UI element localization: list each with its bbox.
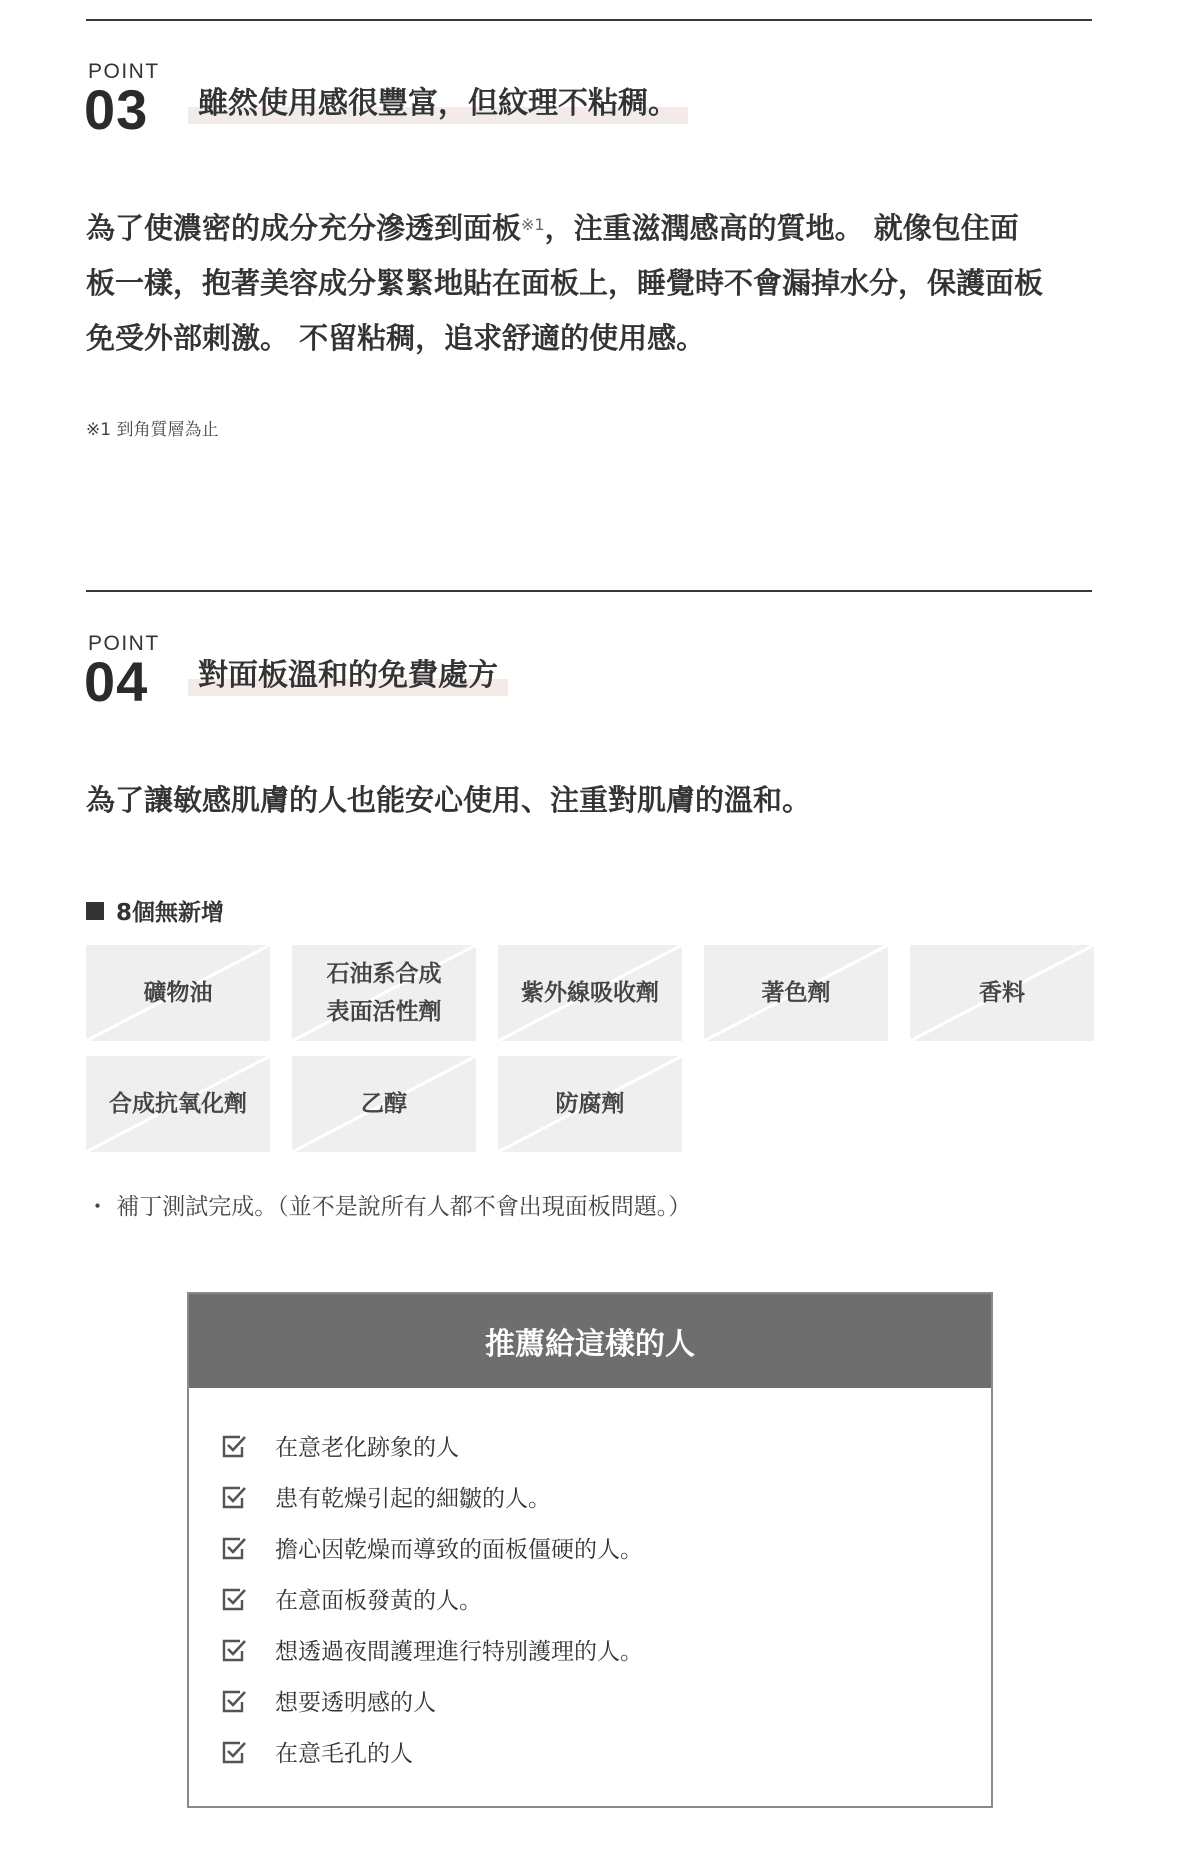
point-number: 04 (84, 650, 149, 713)
checkbox-checked-icon (221, 1484, 247, 1510)
list-item (221, 1471, 991, 1522)
recommend-box (187, 1292, 993, 1808)
free-of-item (292, 945, 476, 1041)
checkbox-checked-icon (221, 1637, 247, 1663)
free-of-label: 乙醇 (361, 1091, 407, 1117)
free-of-item (86, 945, 270, 1041)
list-item-label: 患有乾燥引起的細皺的人。 (275, 1486, 551, 1512)
list-item-label: 擔心因乾燥而導致的面板僵硬的人。 (275, 1537, 643, 1563)
free-of-item (704, 945, 888, 1041)
checkbox-checked-icon (221, 1433, 247, 1459)
list-item-label: 想透過夜間護理進行特別護理的人。 (275, 1639, 643, 1665)
list-item-label: 想要透明感的人 (275, 1690, 436, 1716)
free-of-label: 礦物油 (143, 980, 213, 1006)
point-headline: 對面板溫和的免費處方 (188, 656, 508, 696)
free-of-label: 香料 (979, 980, 1025, 1006)
point-body: 為了讓敏感肌膚的人也能安心使用、注重對肌膚的溫和。 (86, 783, 812, 817)
square-bullet-icon (86, 902, 104, 920)
free-of-item (86, 1056, 270, 1152)
point-number: 03 (84, 78, 149, 141)
list-item (221, 1675, 991, 1726)
list-item-label: 在意毛孔的人 (275, 1741, 413, 1767)
list-item (221, 1573, 991, 1624)
recommend-title: 推薦給這樣的人 (189, 1294, 991, 1388)
section-divider (86, 19, 1092, 21)
free-of-label: 合成抗氧化劑 (109, 1091, 247, 1117)
free-of-subhead: 8個無新增 (86, 894, 224, 927)
checkbox-checked-icon (221, 1688, 247, 1714)
free-of-item (910, 945, 1094, 1041)
point-label: POINT (88, 632, 160, 655)
list-item (221, 1522, 991, 1573)
section-divider (86, 590, 1092, 592)
point-body: 為了使濃密的成分充分滲透到面板$^{※1}$，注重滋潤感高的質地。 就像包住面板一樣，抱著美容成分緊緊地貼在面板上，睡覺時不會漏掉水分，保護面板免受外部刺激。 不留粘稠，追求舒適的使用感。 (86, 211, 1044, 355)
checkbox-checked-icon (221, 1586, 247, 1612)
footnote-mark: ※1 (521, 215, 545, 234)
free-of-item (498, 945, 682, 1041)
point-headline: 雖然使用感很豐富，但紋理不粘稠。 (188, 84, 688, 124)
checkbox-checked-icon (221, 1739, 247, 1765)
free-of-label: 防腐劑 (555, 1091, 625, 1117)
point-label: POINT (88, 60, 160, 83)
free-of-item (292, 1056, 476, 1152)
free-of-label: 石油系合成 表面活性劑 (326, 961, 442, 1025)
checkbox-checked-icon (221, 1535, 247, 1561)
list-item (221, 1624, 991, 1675)
list-item-label: 在意老化跡象的人 (275, 1435, 459, 1461)
free-of-label: 紫外線吸收劑 (521, 980, 659, 1006)
recommend-list (189, 1388, 991, 1777)
free-of-item (498, 1056, 682, 1152)
list-item (221, 1726, 991, 1777)
footnote: ※1 到角質層為止 (86, 420, 219, 440)
free-of-label: 著色劑 (761, 980, 831, 1006)
patch-test-note: ・ 補丁測試完成。（並不是說所有人都不會出現面板問題。） (86, 1194, 692, 1220)
list-item-label: 在意面板發黃的人。 (275, 1588, 482, 1614)
list-item (221, 1420, 991, 1471)
